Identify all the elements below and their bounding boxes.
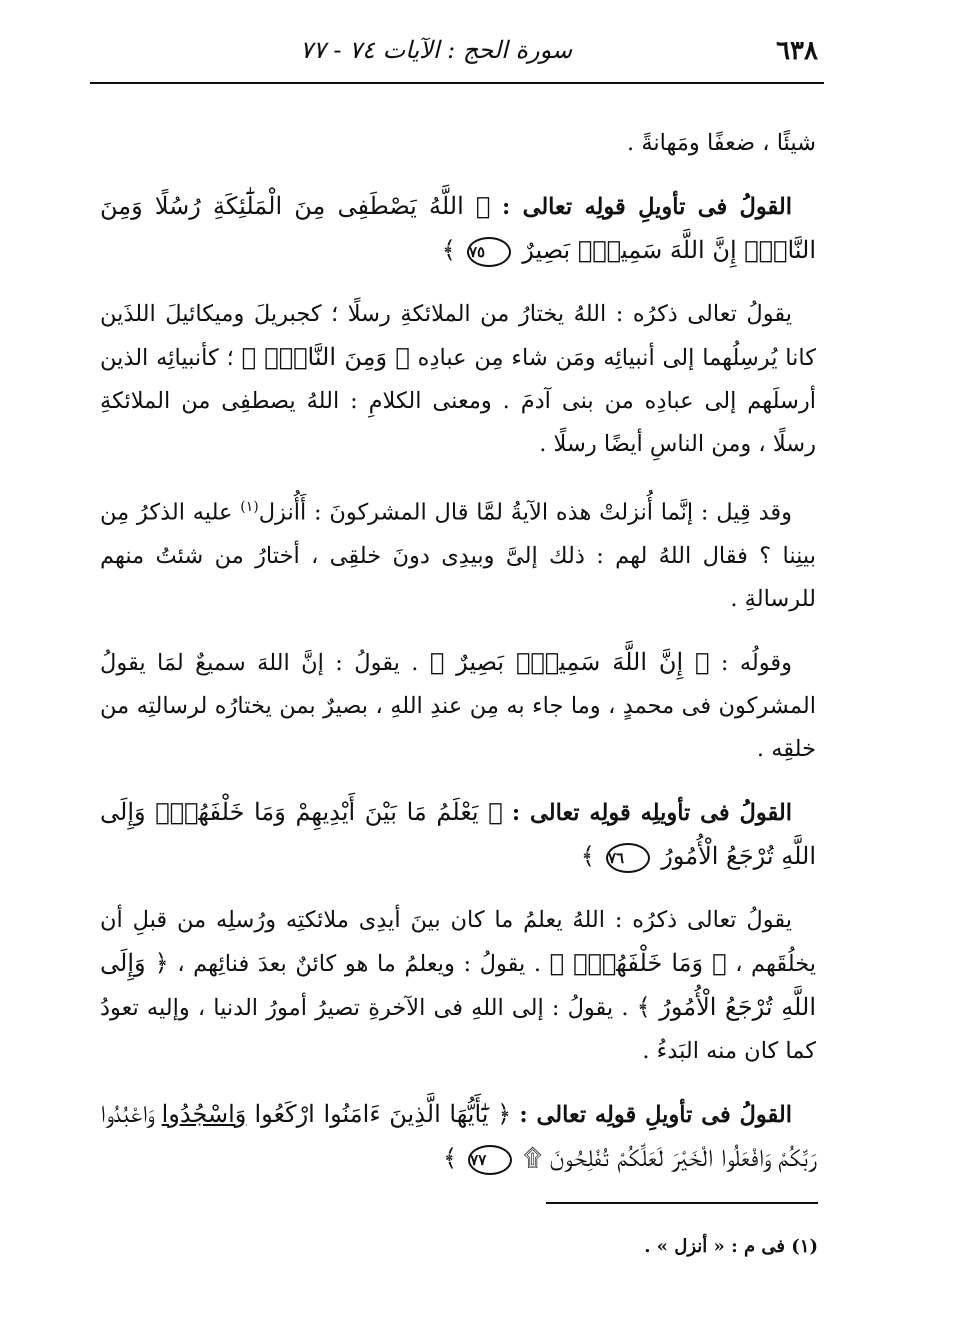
section-heading-verse-75 [100,185,816,273]
paragraph-text: . يقولُ : ويعلمُ ما هو كائنٌ بعدَ فنائِهم ، [177,950,541,977]
quran-verse: ﴿ يَٰٓأَيُّهَا الَّذِينَ ءَامَنُوا ارْكَعُوا [254,1099,512,1128]
heading-label: القولُ فى تأويلِ قولِه تعالى : [501,194,793,220]
paragraph-commentary [100,293,816,466]
ayah-number-marker: ٧٧ [468,1145,512,1175]
footnote: (١) فى م : « أنزل » . [644,1236,818,1257]
paragraph-text: ؛ كأنبيائِه الذين أرسلَهم إلى عبادِه من بنى آدمَ . ومعنى الكلامِ : اللهُ يصطفِى من الملائكةِ رسلًا ، ومن الناسِ أيضًا رسلًا . [100,345,816,457]
paragraph-text: وقد قِيل : إنَّما أُنزلتْ هذه الآيةُ لمَّا قال المشركونَ : أَأُنزل [258,499,792,526]
quran-verse: ﴿ يَعْلَمُ مَا بَيْنَ أَيْدِيهِمْ وَمَا خَلْفَهُمْۗ وَإِلَى اللَّهِ تُرْجَعُ الْأُمُورُ [100,797,816,870]
running-title: سورة الحج : الآيات ٧٤ - ٧٧ [300,36,573,64]
paragraph-text: يقولُ تعالى ذكرُه : اللهُ يختارُ من الملائكةِ رسلًا ؛ كجبريلَ وميكائيلَ اللذَين كانا يُرسِلُهما إلى أنبيائِه ومَن شاء مِن عبادِه [100,301,816,371]
book-page [100,30,824,1310]
quran-quote: ﴿ وَمِنَ النَّاسِۚ ﴾ [241,343,410,371]
verse-close-bracket: ﴾ [580,841,595,870]
paragraph-text: . يقولُ : إلى اللهِ فى الآخرةِ تصيرُ أمورُ الدنيا ، وإليه تعودُ كما كان منه البَدءُ . [100,994,816,1064]
paragraph-text: شيئًا ، ضعفًا ومَهانةً . [627,130,816,156]
paragraph-text: عليه الذكرُ مِن بينِنا ؟ فقال اللهُ لهم : ذلك إلىَّ وبيدِى دونَ خلقِى ، أختارُ من شئتُ منهم للرسالةِ . [100,499,816,612]
footnote-reference: (١) [240,499,259,515]
page-header [100,30,824,78]
quran-quote: ﴿ إِنَّ اللَّهَ سَمِيعٌۢ بَصِيرٌ ﴾ [429,647,710,676]
quran-verse: ﴿ اللَّهُ يَصْطَفِى مِنَ الْمَلَٰٓئِكَةِ رُسُلًا وَمِنَ النَّاسِۚ إِنَّ اللَّهَ سَمِيعٌۢ بَصِيرٌ [100,192,816,264]
paragraph-text: . يقولُ : إنَّ اللهَ سميعٌ لمَا يقولُ المشركون فى محمدٍ ، وما جاء به مِن عندِ اللهِ ، بصيرٌ بمن يختارُه لرسالتِه من خلقِه . [100,649,816,762]
quran-quote: ﴿ وَإِلَى اللَّهِ تُرْجَعُ الْأُمُورُ ﴾ [100,948,816,1021]
header-divider [90,82,824,84]
quran-verse-sajda-word: وَاسْجُدُوا [161,1099,247,1128]
paragraph-text: يقولُ تعالى ذكرُه : اللهُ يعلمُ ما كان بينَ أيدِى ملائكتِه ورُسلِه من قبلِ أن يخلُقَهم ، [100,906,817,977]
ayah-number-marker: ٧٦ [606,843,650,873]
quran-quote: ﴿ وَمَا خَلْفَهُمْۗ ﴾ [549,948,727,977]
main-text [100,122,816,1201]
section-heading-verse-76 [100,791,816,879]
paragraph-text: وقولُه : [720,649,792,676]
paragraph-commentary [100,899,816,1073]
heading-label: القولُ فى تأويلِه قولِه تعالى : [511,799,792,826]
section-heading-verse-77 [100,1093,816,1181]
paragraph-continuation [100,122,816,165]
ayah-number-marker: ٧٥ [467,237,511,267]
heading-label: القولُ فى تأويلِ قولِه تعالى : [519,1101,793,1128]
verse-close-bracket: ﴾ [441,236,456,264]
verse-close-bracket: ﴾ [442,1143,458,1172]
paragraph-commentary [100,486,816,621]
quran-verse: وَاعْبُدُوا رَبَّكُمْ وَافْعَلُوا الْخَيْرَ لَعَلَّكُمْ تُفْلِحُونَ ۩ [100,1099,816,1172]
footnote-divider [546,1202,818,1204]
page-number: ٦٣٨ [776,36,818,66]
paragraph-commentary [100,641,816,771]
